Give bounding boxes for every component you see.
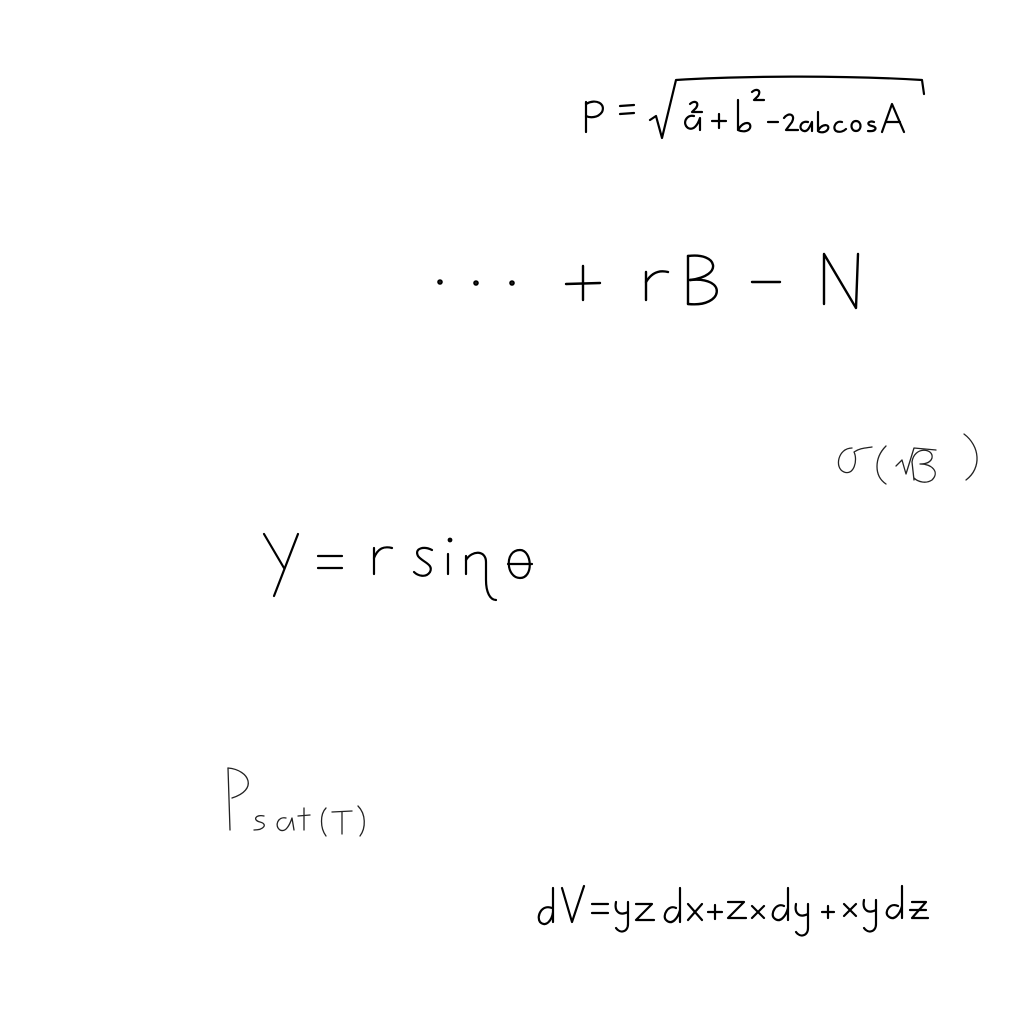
expression-law-of-cosines [586, 77, 924, 138]
expression-y-r-sin-theta [264, 534, 532, 600]
expression-rb-minus-n [438, 254, 858, 308]
expression-p-sat-t [228, 768, 364, 836]
expression-dv-differential [539, 886, 928, 935]
expression-sigma-sqrt-beta [838, 434, 977, 484]
